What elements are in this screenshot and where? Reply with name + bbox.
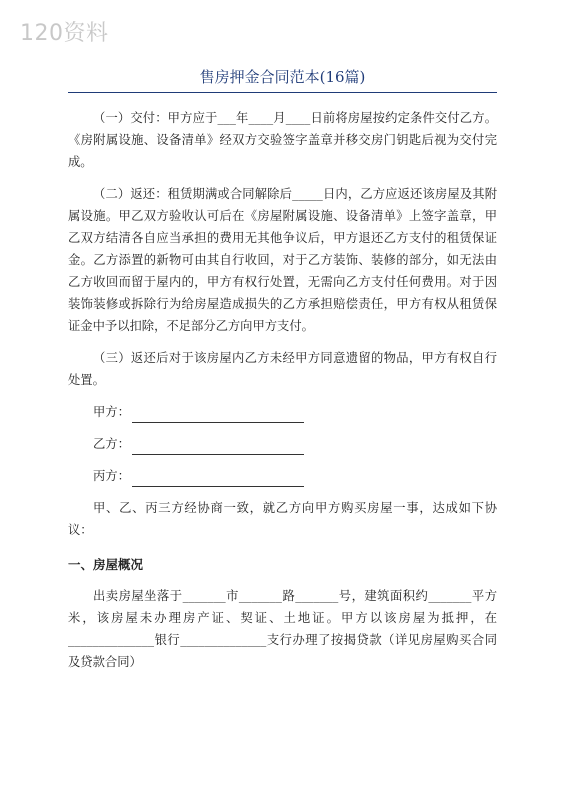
signature-party-b — [93, 433, 497, 455]
clause-leftover-items: （三）返还后对于该房屋内乙方未经甲方同意遗留的物品，甲方有权自行处置。 — [68, 351, 497, 387]
property-overview: 出卖房屋坐落于_______市_______路_______号，建筑面积约_______平方米，该房屋未办理房产证、契证、土地证。甲方以该房屋为抵押，在______________银行______________支行办理了按揭贷款（详见房屋购买合同及贷款合同） — [68, 589, 497, 669]
signature-line — [132, 472, 304, 487]
signature-party-a — [93, 401, 497, 423]
section-heading: 一、房屋概况 — [68, 557, 144, 572]
agreement-intro: 甲、乙、丙三方经协商一致，就乙方向甲方购买房屋一事，达成如下协议： — [68, 501, 497, 537]
document-title: 售房押金合同范本(16篇) — [199, 68, 366, 86]
signature-label: 甲方： — [93, 405, 130, 419]
watermark-logo: 120资料 — [20, 21, 109, 46]
signature-party-c — [93, 465, 497, 487]
clause-delivery: （一）交付：甲方应于___年____月____日前将房屋按约定条件交付乙方。《房附属设施、设备清单》经双方交验签字盖章并移交房门钥匙后视为交付完成。 — [68, 111, 497, 169]
document-body — [68, 107, 497, 683]
signature-line — [132, 440, 304, 455]
clause-return: （二）返还：租赁期满或合同解除后_____日内，乙方应返还该房屋及其附属设施。甲乙双方验收认可后在《房屋附属设施、设备清单》上签字盖章，甲乙双方结清各自应当承担的费用无其他争议后，甲方退还乙方支付的租赁保证金。乙方添置的新物可由其自行收回，对于乙方装饰、装修的部分，如无法由乙方收回而留于屋内的，甲方有权行处置，无需向乙方支付任何费用。对于因装饰装修或拆除行为给房屋造成损失的乙方承担赔偿责任，甲方有权从租赁保证金中予以扣除，不足部分乙方向甲方支付。 — [68, 187, 497, 333]
title-divider — [68, 92, 497, 93]
signature-label: 乙方： — [93, 437, 130, 451]
signature-line — [132, 408, 304, 423]
signature-label: 丙方： — [93, 469, 130, 483]
